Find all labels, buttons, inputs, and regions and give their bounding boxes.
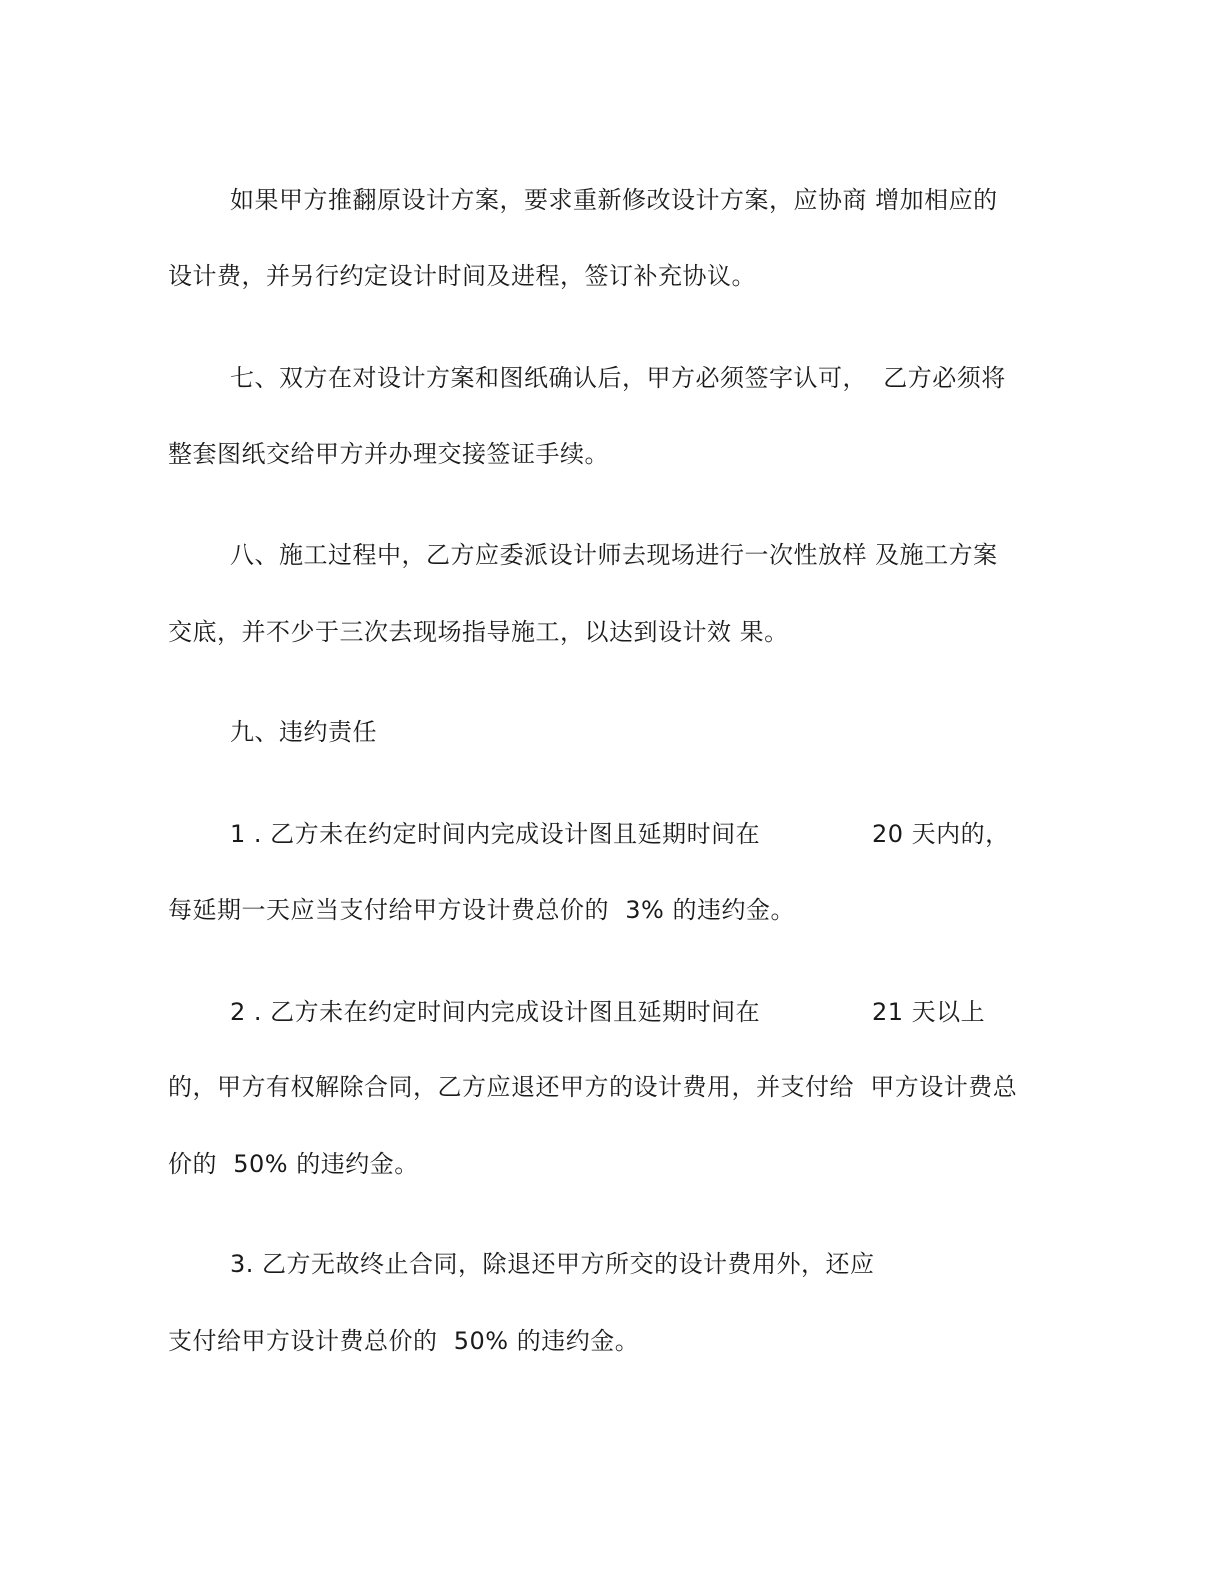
clause-9-1-line: 1 . 乙方未在约定时间内完成设计图且延期时间在 xyxy=(230,820,761,848)
paragraph-line: 交底，并不少于三次去现场指导施工，以达到设计效 果。 xyxy=(168,618,789,646)
clause-7-line: 七、双方在对设计方案和图纸确认后，甲方必须签字认可， 乙方必须将 xyxy=(230,364,1006,392)
paragraph-line: 整套图纸交给甲方并办理交接签证手续。 xyxy=(168,440,609,468)
paragraph-line: 支付给甲方设计费总价的 50% 的违约金。 xyxy=(168,1327,640,1355)
paragraph-line: 设计费，并另行约定设计时间及进程，签订补充协议。 xyxy=(168,262,756,290)
section-heading: 九、违约责任 xyxy=(230,718,377,746)
clause-9-2-tail: 21 天以上 xyxy=(872,998,986,1026)
clause-8-line: 八、施工过程中，乙方应委派设计师去现场进行一次性放样 及施工方案 xyxy=(230,541,998,569)
paragraph-line: 价的 50% 的违约金。 xyxy=(168,1150,419,1178)
clause-9-2-line: 2 . 乙方未在约定时间内完成设计图且延期时间在 xyxy=(230,998,761,1026)
clause-9-3-line: 3. 乙方无故终止合同，除退还甲方所交的设计费用外，还应 xyxy=(230,1250,875,1278)
paragraph-line: 每延期一天应当支付给甲方设计费总价的 3% 的违约金。 xyxy=(168,896,795,924)
paragraph-line: 的，甲方有权解除合同，乙方应退还甲方的设计费用，并支付给 甲方设计费总 xyxy=(168,1073,1018,1101)
clause-9-1-tail: 20 天内的， xyxy=(872,820,1010,848)
paragraph-line: 如果甲方推翻原设计方案，要求重新修改设计方案，应协商 增加相应的 xyxy=(230,186,998,214)
